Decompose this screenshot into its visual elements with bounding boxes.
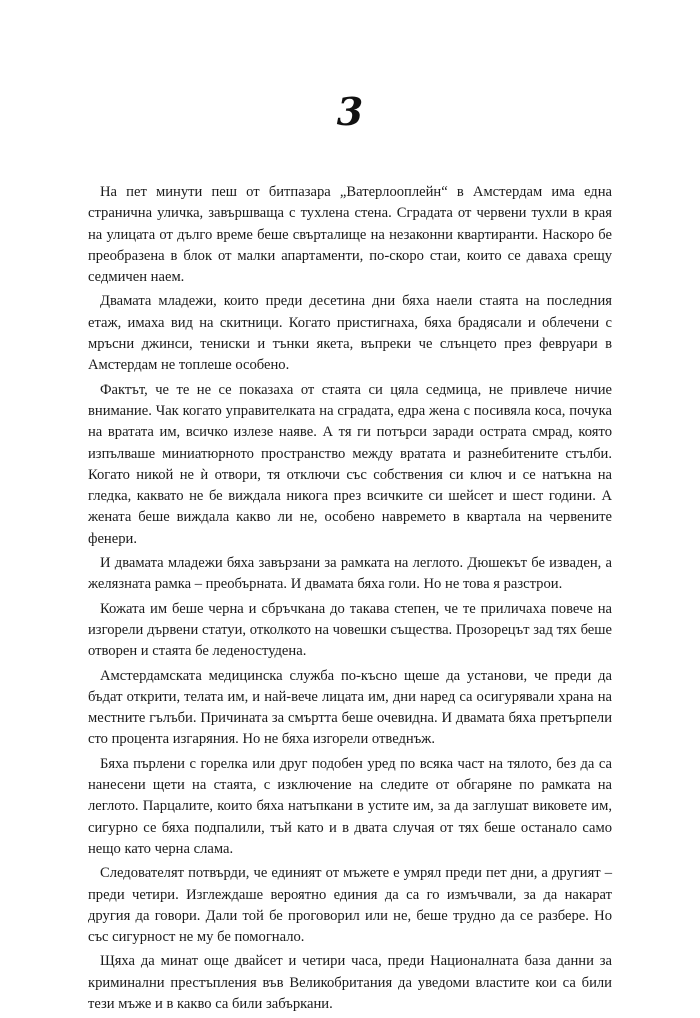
paragraph: Кожата им беше черна и сбръчкана до такава степен, че те приличаха повече на изгорели дървени статуи, отколкото на човешки същества. Прозорецът зад тях беше отворен и стаята бе леденостудена.	[88, 600, 612, 660]
paragraph: Двамата младежи, които преди десетина дни бяха наели стаята на последния етаж, имаха вид на скитници. Когато пристигнаха, бяха брадясали и облечени с мръсни джинси, тениски и тънки якета, въпреки че слънцето през февруари в Амстердам не топлеше особено.	[88, 293, 612, 374]
paragraph: Фактът, че те не се показаха от стаята си цяла седмица, не привлече ничие внимание. Чак когато управителката на сградата, едра жена с посивяла коса, почука на вратата им, всичко излезе наяве. А тя ги потърси заради острата смрад, която изпълваше миниатюрното пространство между вратата и разнебитените стълби. Когато никой не ѝ отвори, тя отключи със собствения си ключ и се натъкна на гледка, каквато не бе виждала никога през всичките си шейсет и шест години. А жената беше виждала какво ли не, особено навремето в квартала на червените фенери.	[88, 381, 612, 547]
chapter-number: 3	[336, 89, 364, 134]
paragraph: На пет минути пеш от битпазара „Ватерлооплейн“ в Амстердам има една странична уличка, завършваща с тухлена стена. Сградата от червени тухли в края на улицата от дълго време беше свърталище на незаконни квартиранти. Наскоро бе преобразена в блок от малки апартаменти, по-скоро стаи, които се даваха срещу седмичен наем.	[88, 184, 612, 286]
paragraph: Амстердамската медицинска служба по-късно щеше да установи, че преди да бъдат открити, телата им, и най-вече лицата им, дни наред са осигурявали храна на местните гълъби. Причината за смъртта беше очевидна. И двамата бяха претърпели сто процента изгаряния. Но не бяха изгорели отведнъж.	[88, 667, 612, 748]
paragraph: Щяха да минат още двайсет и четири часа, преди Националната база данни за криминални престъпления във Великобритания да уведоми властите кои са били тези мъже и в какво са били забъркани.	[88, 953, 612, 1012]
paragraph: Следователят потвърди, че единият от мъжете е умрял преди пет дни, а другият – преди четири. Изглеждаше вероятно единия да са го измъчвали, за да накарат другия да говори. Дали той бе проговорил или не, беше трудно да се разбере. Но със сигурност не му бе помогнало.	[88, 865, 612, 946]
paragraph: И двамата младежи бяха завързани за рамката на леглото. Дюшекът бе изваден, а желязната рамка – преобърната. И двамата бяха голи. Но не това я разстрои.	[88, 555, 612, 593]
chapter-body	[88, 182, 612, 1018]
paragraph: Бяха пърлени с горелка или друг подобен уред по всяка част на тялото, без да са нанесени щети на стаята, с изключение на следите от обгаряне по рамката на леглото. Парцалите, които бяха натъпкани в устите им, за да заглушат виковете им, сигурно се бяха подпалили, тъй като и в двата случая от тях беше останало само нещо като черна слама.	[88, 755, 612, 857]
